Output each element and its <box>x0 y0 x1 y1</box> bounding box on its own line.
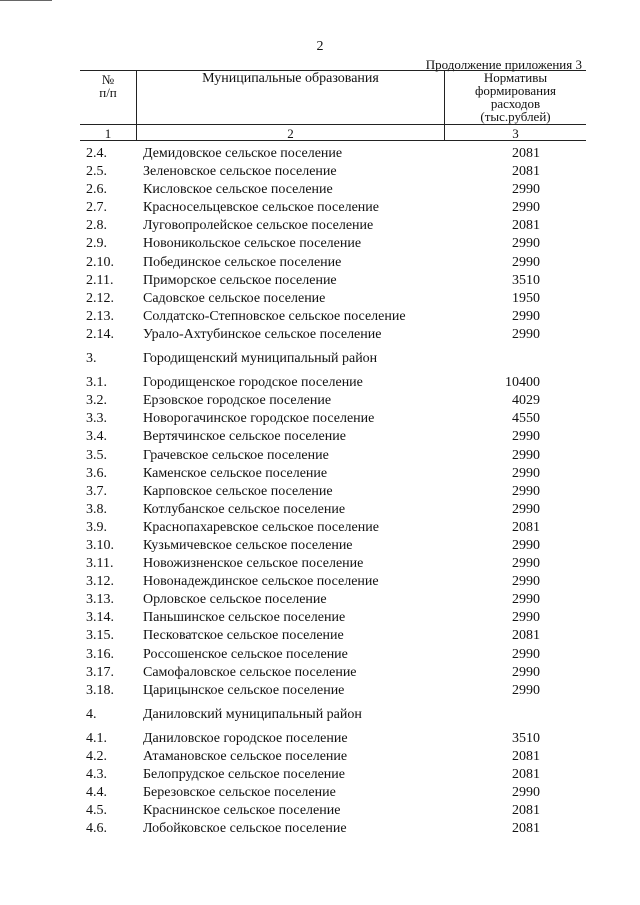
row-norm-value: 4550 <box>512 411 540 427</box>
table-row <box>0 350 640 368</box>
table-row <box>0 820 640 838</box>
page-number: 2 <box>316 39 324 54</box>
table-row <box>0 199 640 217</box>
table-row <box>0 308 640 326</box>
row-norm-value: 1950 <box>512 290 540 306</box>
row-number: 4.4. <box>86 785 107 801</box>
row-number: 3.11. <box>86 556 114 572</box>
row-number: 3.3. <box>86 411 107 427</box>
row-norm-value: 2990 <box>512 574 540 590</box>
row-municipality: Побединское сельское поселение <box>143 254 342 270</box>
table-row <box>0 748 640 766</box>
table-row <box>0 706 640 724</box>
table-row <box>0 235 640 253</box>
row-number: 4.6. <box>86 821 107 837</box>
row-number: 4.1. <box>86 730 107 746</box>
row-municipality: Грачевское сельское поселение <box>143 447 329 463</box>
row-number: 3.18. <box>86 682 114 698</box>
row-norm-value: 2990 <box>512 236 540 252</box>
top-edge-mark <box>0 0 52 1</box>
row-number: 3.17. <box>86 664 114 680</box>
table-row <box>0 447 640 465</box>
table-row <box>0 784 640 802</box>
row-norm-value: 2990 <box>512 592 540 608</box>
row-municipality: Орловское сельское поселение <box>143 592 327 608</box>
row-municipality: Самофаловское сельское поселение <box>143 664 357 680</box>
row-number: 3.4. <box>86 429 107 445</box>
row-municipality: Демидовское сельское поселение <box>143 146 343 161</box>
row-municipality: Городищенское городское поселение <box>143 375 363 391</box>
row-municipality: Каменское сельское поселение <box>143 465 328 481</box>
table-row <box>0 682 640 700</box>
row-municipality: Даниловское городское поселение <box>143 730 348 746</box>
header-municipality-column: Муниципальные образования <box>202 71 379 86</box>
row-norm-value: 3510 <box>512 272 540 288</box>
row-norm-value: 2990 <box>512 646 540 662</box>
row-norm-value: 2990 <box>512 537 540 553</box>
row-norm-value: 2990 <box>512 447 540 463</box>
table-row <box>0 290 640 308</box>
table-row <box>0 730 640 748</box>
row-municipality: Ерзовское городское поселение <box>143 393 332 409</box>
row-municipality: Урало-Ахтубинское сельское поселение <box>143 326 382 342</box>
row-number: 4. <box>86 706 97 722</box>
column-number-1: 1 <box>104 126 112 141</box>
row-number: 2.9. <box>86 236 107 252</box>
row-norm-value: 2990 <box>512 465 540 481</box>
continuation-note: Продолжение приложения 3 <box>425 57 582 72</box>
row-number: 3.6. <box>86 465 107 481</box>
table-row <box>0 410 640 428</box>
table-row <box>0 217 640 235</box>
row-norm-value: 2990 <box>512 326 540 342</box>
table-row <box>0 627 640 645</box>
row-number: 3.1. <box>86 375 107 391</box>
table-row <box>0 272 640 290</box>
table-row <box>0 591 640 609</box>
row-number: 3.16. <box>86 646 114 662</box>
header-mid-rule <box>80 124 586 125</box>
row-norm-value: 2081 <box>512 218 540 234</box>
table-row <box>0 483 640 501</box>
row-municipality: Новоникольское сельское поселение <box>143 236 362 252</box>
table-row <box>0 326 640 344</box>
row-municipality: Луговопролейское сельское поселение <box>143 218 374 234</box>
row-norm-value: 2081 <box>512 749 540 764</box>
row-number: 2.13. <box>86 308 114 324</box>
table-row <box>0 519 640 537</box>
table-row <box>0 465 640 483</box>
table-row <box>0 555 640 573</box>
table-row <box>0 145 640 163</box>
row-municipality: Песковатское сельское поселение <box>143 628 344 644</box>
row-municipality: Карповское сельское поселение <box>143 483 333 499</box>
row-municipality: Краснопахаревское сельское поселение <box>143 519 379 535</box>
row-norm-value: 2990 <box>512 785 540 801</box>
row-municipality: Паньшинское сельское поселение <box>143 610 346 626</box>
row-norm-value: 2990 <box>512 483 540 499</box>
table-row <box>0 766 640 784</box>
row-number: 2.4. <box>86 146 107 161</box>
row-municipality: Котлубанское сельское поселение <box>143 501 346 517</box>
table-row <box>0 573 640 591</box>
row-number: 4.2. <box>86 749 107 764</box>
row-number: 3.13. <box>86 592 114 608</box>
row-number: 3.7. <box>86 483 107 499</box>
row-norm-value: 4029 <box>512 393 540 409</box>
row-municipality: Новорогачинское городское поселение <box>143 411 375 427</box>
row-number: 2.14. <box>86 326 114 342</box>
row-norm-value: 2990 <box>512 200 540 216</box>
row-number: 2.7. <box>86 200 107 216</box>
table-row <box>0 501 640 519</box>
row-number: 2.12. <box>86 290 114 306</box>
row-municipality: Новожизненское сельское поселение <box>143 556 364 572</box>
row-norm-value: 2081 <box>512 519 540 535</box>
row-norm-value: 10400 <box>505 375 540 391</box>
row-municipality: Зеленовское сельское поселение <box>143 164 337 180</box>
row-municipality: Новонадеждинское сельское поселение <box>143 574 379 590</box>
row-norm-value: 2081 <box>512 821 540 837</box>
row-norm-value: 2990 <box>512 254 540 270</box>
table-row <box>0 254 640 272</box>
row-municipality: Красносельцевское сельское поселение <box>143 200 379 216</box>
row-number: 3.15. <box>86 628 114 644</box>
table-row <box>0 537 640 555</box>
row-number: 3.8. <box>86 501 107 517</box>
table-row <box>0 664 640 682</box>
row-number: 4.5. <box>86 803 107 819</box>
table-row <box>0 802 640 820</box>
row-municipality: Городищенский муниципальный район <box>143 351 378 367</box>
row-municipality: Атамановское сельское поселение <box>143 749 348 764</box>
table-row <box>0 163 640 181</box>
row-municipality: Солдатско-Степновское сельское поселение <box>143 308 406 324</box>
row-number: 3.5. <box>86 447 107 463</box>
row-norm-value: 2081 <box>512 803 540 819</box>
row-municipality: Царицынское сельское поселение <box>143 682 345 698</box>
table-body <box>0 145 640 838</box>
row-norm-value: 2990 <box>512 308 540 324</box>
row-municipality: Вертячинское сельское поселение <box>143 429 346 445</box>
row-norm-value: 2990 <box>512 182 540 198</box>
row-number: 3. <box>86 351 97 367</box>
table-header <box>80 70 586 140</box>
row-municipality: Лобойковское сельское поселение <box>143 821 347 837</box>
table-row <box>0 609 640 627</box>
table-row <box>0 392 640 410</box>
table-row <box>0 374 640 392</box>
row-municipality: Россошенское сельское поселение <box>143 646 348 662</box>
row-number: 2.5. <box>86 164 107 180</box>
row-norm-value: 2081 <box>512 164 540 180</box>
row-municipality: Кузьмичевское сельское поселение <box>143 537 353 553</box>
row-municipality: Березовское сельское поселение <box>143 785 336 801</box>
row-norm-value: 2990 <box>512 429 540 445</box>
column-number-3: 3 <box>512 126 519 141</box>
row-municipality: Даниловский муниципальный район <box>143 706 362 722</box>
row-municipality: Кисловское сельское поселение <box>143 182 333 198</box>
row-number: 3.2. <box>86 393 107 409</box>
column-number-2: 2 <box>287 126 294 141</box>
row-municipality: Белопрудское сельское поселение <box>143 767 345 783</box>
header-number-column: № п/п <box>99 72 117 100</box>
row-municipality: Краснинское сельское поселение <box>143 803 341 819</box>
row-norm-value: 3510 <box>512 730 540 746</box>
row-number: 2.11. <box>86 272 114 288</box>
row-municipality: Приморское сельское поселение <box>143 272 337 288</box>
table-row <box>0 646 640 664</box>
row-number: 3.9. <box>86 519 107 535</box>
row-norm-value: 2990 <box>512 682 540 698</box>
table-row <box>0 428 640 446</box>
row-norm-value: 2990 <box>512 664 540 680</box>
row-norm-value: 2081 <box>512 146 540 161</box>
row-number: 2.10. <box>86 254 114 270</box>
header-norms-column: Нормативы формирования расходов (тыс.рублей) <box>474 70 557 124</box>
row-norm-value: 2990 <box>512 610 540 626</box>
row-municipality: Садовское сельское поселение <box>143 290 326 306</box>
row-number: 2.6. <box>86 182 107 198</box>
row-norm-value: 2081 <box>512 767 540 783</box>
row-number: 3.12. <box>86 574 114 590</box>
row-number: 3.10. <box>86 537 114 553</box>
row-number: 2.8. <box>86 218 107 234</box>
row-number: 3.14. <box>86 610 114 626</box>
row-number: 4.3. <box>86 767 107 783</box>
table-row <box>0 181 640 199</box>
row-norm-value: 2990 <box>512 501 540 517</box>
row-norm-value: 2990 <box>512 556 540 572</box>
row-norm-value: 2081 <box>512 628 540 644</box>
